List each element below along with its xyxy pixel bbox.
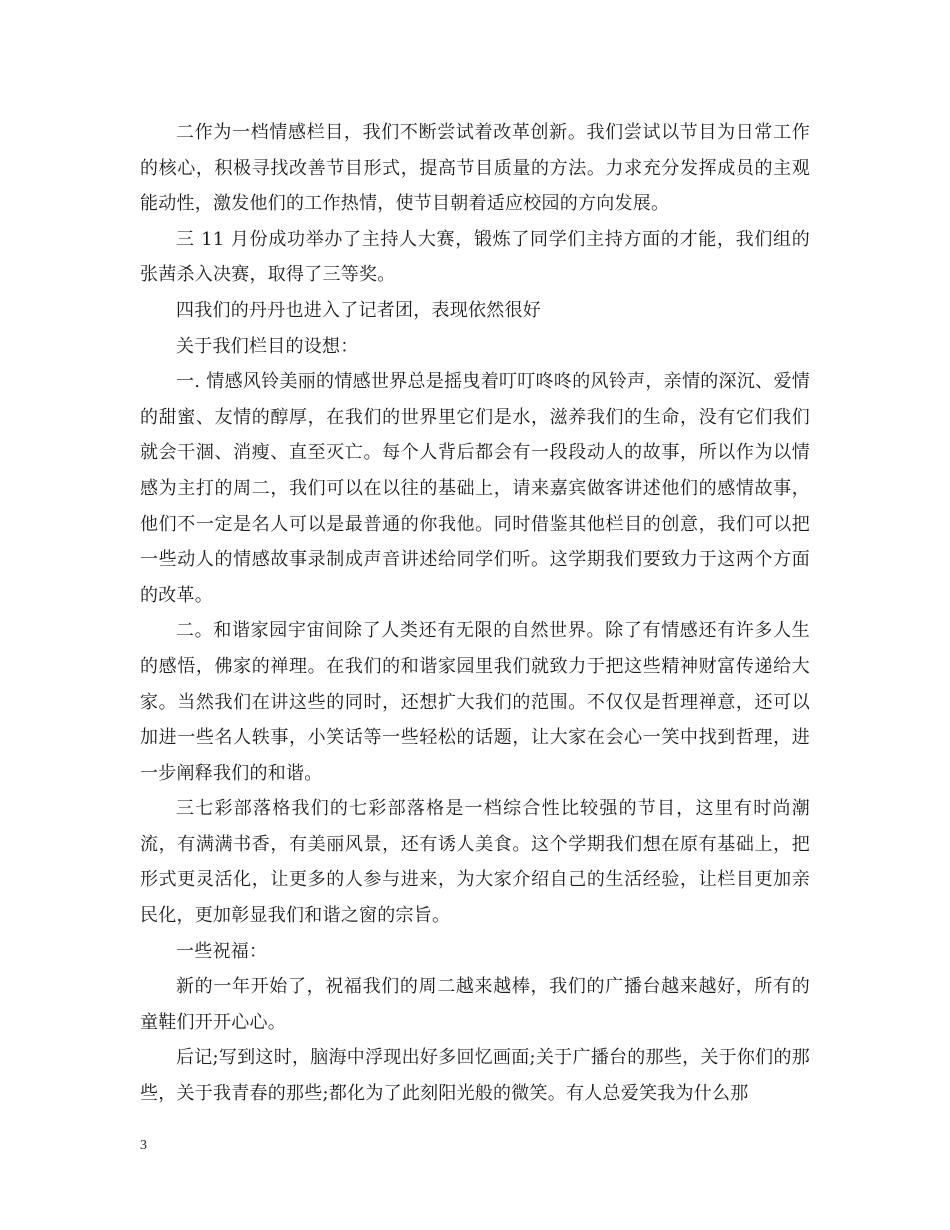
paragraph-4: 关于我们栏目的设想： xyxy=(176,335,359,357)
paragraph-10: 后记;写到这时，脑海中浮现出好多回忆画面;关于广播台的那些，关于你们的那些，关于我青春的那些;都化为了此刻阳光般的微笑。有人总爱笑我为什么那 xyxy=(140,1047,810,1105)
paragraph-9: 新的一年开始了，祝福我们的周二越来越棒，我们的广播台越来越好，所有的童鞋们开开心心。 xyxy=(140,976,810,1033)
paragraph-5: 一. 情感风铃美丽的情感世界总是摇曳着叮叮咚咚的风铃声，亲情的深沉、爱情的甜蜜、友情的醇厚，在我们的世界里它们是水，滋养我们的生命，没有它们我们就会干涸、消瘦、直至灭亡。每个人背后都会有一段段动人的故事，所以作为以情感为主打的周二，我们可以在以往的基础上，请来嘉宾做客讲述他们的感情故事，他们不一定是名人可以是最普通的你我他。同时借鉴其他栏目的创意，我们可以把一些动人的情感故事录制成声音讲述给同学们听。这学期我们要致力于这两个方面的改革。 xyxy=(140,371,810,606)
paragraph-8: 一些祝福： xyxy=(176,940,268,962)
page-number: 3 xyxy=(140,1138,147,1153)
paragraph-7: 三七彩部落格我们的七彩部落格是一档综合性比较强的节目，这里有时尚潮流，有满满书香，有美丽风景，还有诱人美食。这个学期我们想在原有基础上，把形式更灵活化，让更多的人参与进来，为大家介绍自己的生活经验，让栏目更加亲民化，更加彰显我们和谐之窗的宗旨。 xyxy=(140,798,810,927)
paragraph-6: 二。和谐家园宇宙间除了人类还有无限的自然世界。除了有情感还有许多人生的感悟，佛家的禅理。在我们的和谐家园里我们就致力于把这些精神财富传递给大家。当然我们在讲这些的同时，还想扩大我们的范围。不仅仅是哲理禅意，还可以加进一些名人轶事，小笑话等一些轻松的话题，让大家在会心一笑中找到哲理，进一步阐释我们的和谐。 xyxy=(140,620,810,784)
paragraph-2: 三 11 月份成功举办了主持人大赛，锻炼了同学们主持方面的才能，我们组的张茜杀入决赛，取得了三等奖。 xyxy=(140,228,810,286)
paragraph-3: 四我们的丹丹也进入了记者团，表现依然很好 xyxy=(176,299,541,321)
document-body xyxy=(140,115,810,1112)
paragraph-1: 二作为一档情感栏目，我们不断尝试着改革创新。我们尝试以节目为日常工作的核心，积极寻找改善节目形式，提高节目质量的方法。力求充分发挥成员的主观能动性，激发他们的工作热情，使节目朝着适应校园的方向发展。 xyxy=(140,122,810,215)
